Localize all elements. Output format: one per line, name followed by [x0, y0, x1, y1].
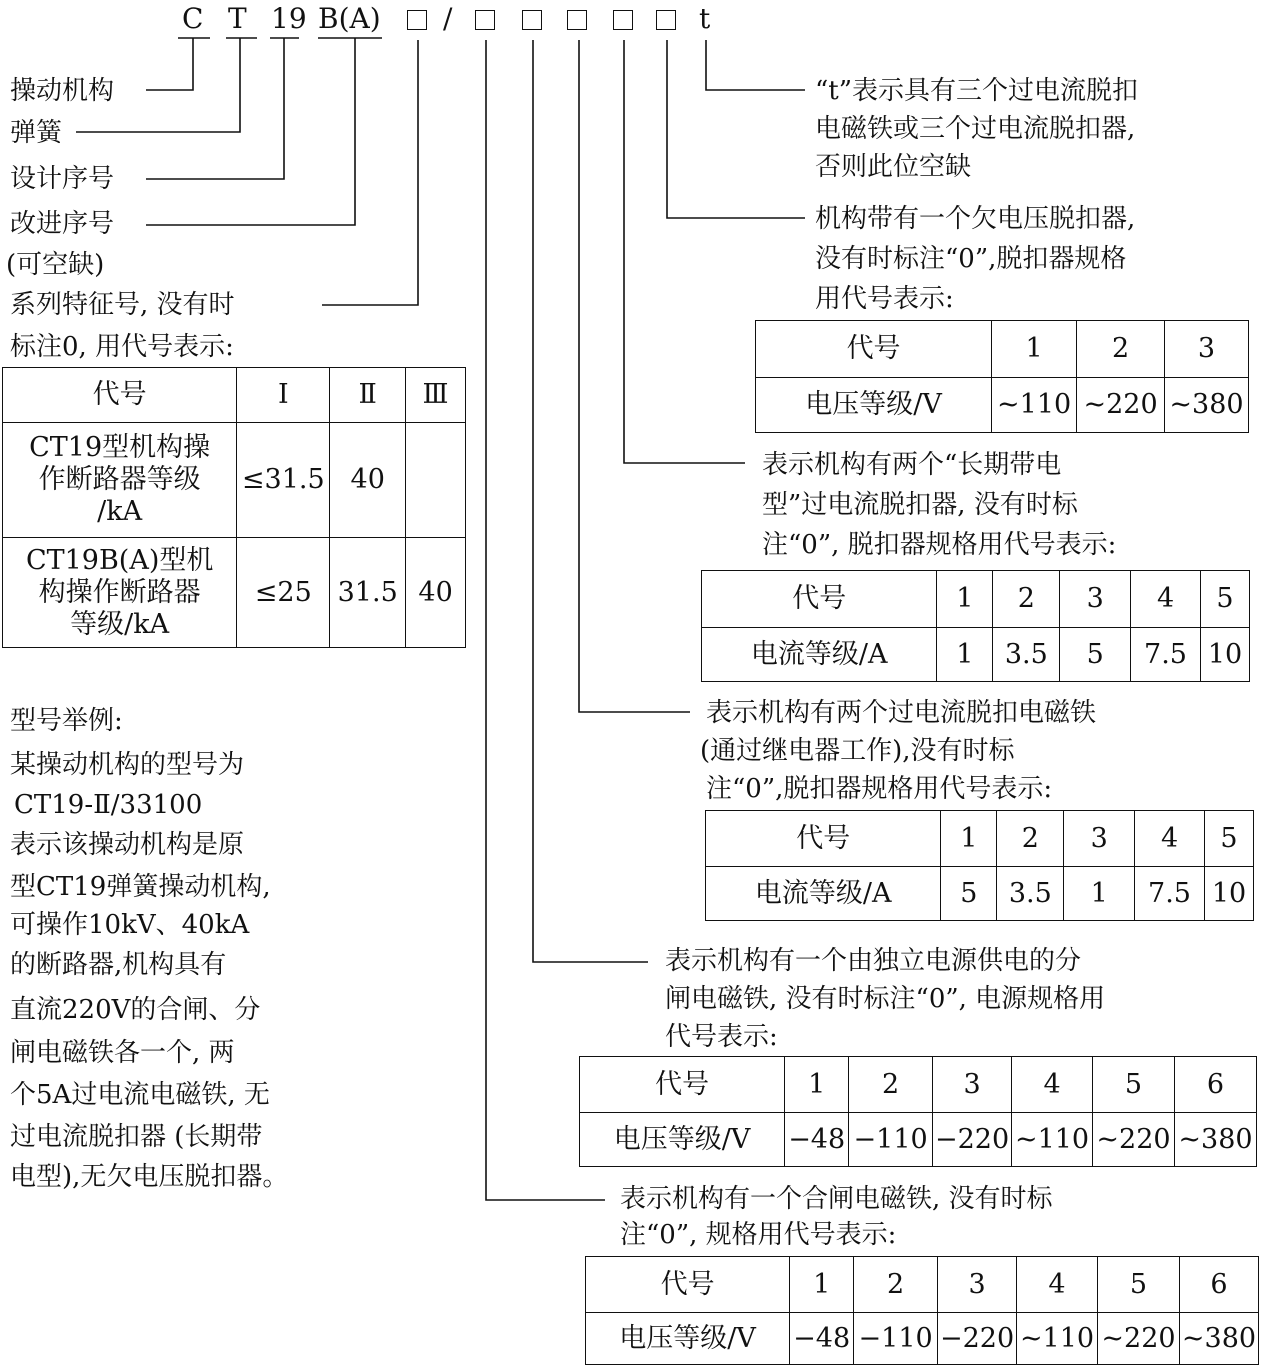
series-row2-value-1: ≤25 [237, 538, 330, 648]
oc-value-5: 10 [1204, 867, 1253, 921]
desc-close-line: 注“0”, 规格用代号表示: [620, 1220, 897, 1250]
series-row1-value-1: ≤31.5 [237, 423, 330, 538]
desc-oc-line: (通过继电器工作),没有时标 [700, 736, 1015, 766]
lt-value-2: 3.5 [993, 628, 1060, 682]
table-shunt-trip [579, 1056, 1257, 1167]
shunt-header-1: 1 [785, 1057, 849, 1113]
uv-header-3: 3 [1165, 321, 1249, 378]
shunt-value-1: −48 [785, 1113, 849, 1167]
desc-lt-line: 表示机构有两个“长期带电 [762, 450, 1062, 480]
lt-header-1: 1 [937, 571, 993, 628]
oc-value-4: 7.5 [1135, 867, 1205, 921]
desc-oc-line: 表示机构有两个过电流脱扣电磁铁 [706, 698, 1097, 728]
table-overcurrent-trip [705, 810, 1254, 921]
oc-header-1: 1 [941, 811, 997, 867]
desc-shunt-line: 闸电磁铁, 没有时标注“0”, 电源规格用 [665, 984, 1106, 1014]
label-spring: 弹簧 [10, 118, 63, 148]
desc-uv-line: 机构带有一个欠电压脱扣器, [815, 204, 1136, 234]
desc-t-line: 电磁铁或三个过电流脱扣器, [815, 114, 1136, 144]
shunt-value-4: ~110 [1012, 1113, 1093, 1167]
close-value-5: ~220 [1098, 1313, 1180, 1365]
example-line: CT19-Ⅱ/33100 [14, 790, 203, 820]
shunt-value-3: −220 [933, 1113, 1012, 1167]
desc-uv-line: 没有时标注“0”,脱扣器规格 [815, 244, 1127, 274]
example-line: 电型),无欠电压脱扣器。 [10, 1162, 289, 1192]
leader-c [146, 38, 193, 90]
example-line: 过电流脱扣器 (长期带 [10, 1122, 263, 1152]
lt-row-label: 电流等级/A [702, 628, 937, 682]
series-header-3: Ⅲ [406, 368, 466, 423]
uv-header-code: 代号 [756, 321, 992, 378]
example-line: 可操作10kV、40kA [10, 910, 250, 940]
shunt-header-6: 6 [1174, 1057, 1256, 1113]
close-header-6: 6 [1179, 1257, 1258, 1313]
leader-close [486, 40, 605, 1200]
lt-value-4: 7.5 [1131, 628, 1201, 682]
series-row2-label-line: 等级/kA [70, 608, 170, 640]
close-header-4: 4 [1017, 1257, 1098, 1313]
desc-t-line: 否则此位空缺 [815, 152, 972, 182]
desc-shunt-line: 表示机构有一个由独立电源供电的分 [665, 946, 1082, 976]
shunt-header-5: 5 [1093, 1057, 1175, 1113]
shunt-value-5: ~220 [1093, 1113, 1175, 1167]
series-row1-label-line: CT19型机构操 [29, 432, 211, 463]
placeholder-box-uv [656, 10, 676, 30]
lt-header-4: 4 [1131, 571, 1201, 628]
oc-row-label: 电流等级/A [706, 867, 941, 921]
series-header-2: Ⅱ [330, 368, 406, 423]
close-value-4: ~110 [1017, 1313, 1098, 1365]
desc-close-line: 表示机构有一个合闸电磁铁, 没有时标 [620, 1184, 1053, 1214]
leader-19 [146, 38, 284, 179]
placeholder-box-oc [567, 10, 587, 30]
desc-lt-line: 型”过电流脱扣器, 没有时标 [762, 490, 1078, 520]
oc-value-2: 3.5 [997, 867, 1064, 921]
series-row1-label-line: /kA [97, 496, 143, 527]
series-row1-label-line: 作断路器等级 [38, 464, 201, 495]
header-c: C [182, 2, 204, 35]
header-t: T [228, 2, 247, 35]
leader-t-suffix [706, 40, 805, 90]
series-row1-label [3, 423, 237, 538]
uv-value-3: ~380 [1165, 378, 1249, 433]
example-line: 的断路器,机构具有 [10, 950, 227, 980]
example-line: 个5A过电流电磁铁, 无 [10, 1080, 270, 1110]
shunt-header-code: 代号 [580, 1057, 785, 1113]
placeholder-box-close [475, 10, 495, 30]
lt-header-3: 3 [1060, 571, 1131, 628]
label-series-feature: 系列特征号, 没有时 [10, 290, 235, 320]
close-header-3: 3 [938, 1257, 1017, 1313]
close-row-label: 电压等级/V [586, 1313, 790, 1365]
lt-header-2: 2 [993, 571, 1060, 628]
leader-shunt [533, 40, 648, 962]
label-optional: (可空缺) [6, 250, 105, 280]
header-slash: / [443, 2, 453, 35]
series-header-1: Ⅰ [237, 368, 330, 423]
series-row2-label [3, 538, 237, 648]
uv-value-1: ~110 [992, 378, 1077, 433]
series-row2-value-3: 40 [406, 538, 466, 648]
oc-value-1: 5 [941, 867, 997, 921]
example-line: 型CT19弹簧操动机构, [10, 872, 271, 902]
shunt-header-3: 3 [933, 1057, 1012, 1113]
lt-value-1: 1 [937, 628, 993, 682]
desc-shunt-line: 代号表示: [665, 1022, 778, 1052]
table-closing-coil [585, 1256, 1259, 1365]
desc-oc-line: 注“0”,脱扣器规格用代号表示: [706, 774, 1053, 804]
series-row1-value-2: 40 [330, 423, 406, 538]
oc-header-5: 5 [1204, 811, 1253, 867]
header-19: 19 [271, 2, 307, 35]
close-value-6: ~380 [1179, 1313, 1258, 1365]
label-mechanism: 操动机构 [10, 76, 115, 106]
lt-value-3: 5 [1060, 628, 1131, 682]
label-series-feature-2: 标注0, 用代号表示: [10, 332, 234, 362]
desc-t-line: “t”表示具有三个过电流脱扣 [815, 76, 1139, 106]
series-row2-value-2: 31.5 [330, 538, 406, 648]
shunt-value-2: −110 [849, 1113, 933, 1167]
series-row2-label-line: CT19B(A)型机 [25, 544, 214, 576]
example-line: 型号举例: [10, 706, 123, 736]
example-line: 某操动机构的型号为 [10, 750, 245, 780]
close-header-2: 2 [854, 1257, 938, 1313]
close-header-code: 代号 [586, 1257, 790, 1313]
leader-series [322, 40, 418, 305]
shunt-value-6: ~380 [1174, 1113, 1256, 1167]
example-line: 闸电磁铁各一个, 两 [10, 1038, 235, 1068]
example-line: 表示该操动机构是原 [10, 830, 245, 860]
leader-lt [624, 40, 745, 463]
oc-header-code: 代号 [706, 811, 941, 867]
lt-header-code: 代号 [702, 571, 937, 628]
desc-uv-line: 用代号表示: [815, 284, 954, 314]
placeholder-box-series [407, 10, 427, 30]
series-table [2, 367, 466, 648]
shunt-header-2: 2 [849, 1057, 933, 1113]
header-t-suffix: t [699, 2, 711, 35]
close-header-1: 1 [790, 1257, 854, 1313]
lt-header-5: 5 [1200, 571, 1249, 628]
series-row1-value-3 [406, 423, 466, 538]
close-value-1: −48 [790, 1313, 854, 1365]
table-undervoltage [755, 320, 1249, 433]
uv-header-2: 2 [1077, 321, 1165, 378]
close-value-2: −110 [854, 1313, 938, 1365]
example-line: 直流220V的合闸、分 [10, 995, 261, 1025]
label-improve-number: 改进序号 [10, 209, 115, 239]
placeholder-box-shunt [522, 10, 542, 30]
oc-header-3: 3 [1064, 811, 1135, 867]
close-value-3: −220 [938, 1313, 1017, 1365]
lt-value-5: 10 [1200, 628, 1249, 682]
shunt-header-4: 4 [1012, 1057, 1093, 1113]
label-design-number: 设计序号 [10, 164, 115, 194]
header-ba: B(A) [318, 2, 381, 35]
series-row2-label-line: 构操作断路器 [38, 576, 201, 608]
shunt-row-label: 电压等级/V [580, 1113, 785, 1167]
oc-header-4: 4 [1135, 811, 1205, 867]
close-header-5: 5 [1098, 1257, 1180, 1313]
uv-header-1: 1 [992, 321, 1077, 378]
series-header-code: 代号 [3, 368, 237, 423]
desc-lt-line: 注“0”, 脱扣器规格用代号表示: [762, 530, 1117, 560]
placeholder-box-lt [613, 10, 633, 30]
leader-uv [667, 40, 805, 218]
leader-oc [579, 40, 690, 712]
uv-row-label: 电压等级/V [756, 378, 992, 433]
oc-header-2: 2 [997, 811, 1064, 867]
uv-value-2: ~220 [1077, 378, 1165, 433]
oc-value-3: 1 [1064, 867, 1135, 921]
table-long-term-trip [701, 570, 1250, 682]
